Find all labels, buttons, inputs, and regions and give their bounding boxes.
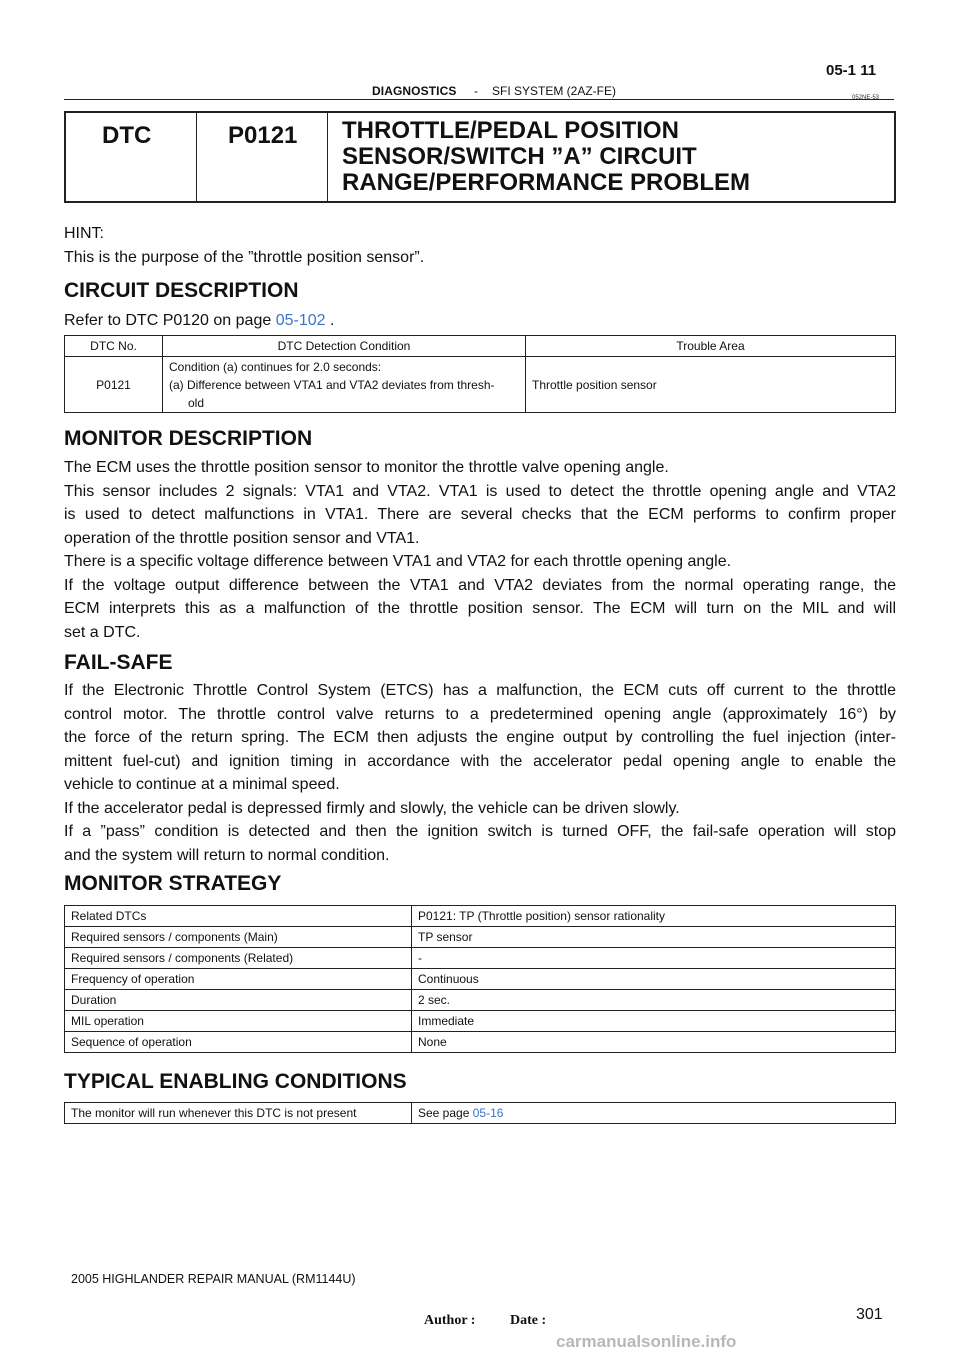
monitor-description-heading: MONITOR DESCRIPTION (64, 427, 313, 450)
table-row (65, 948, 896, 969)
subsection-title: SFI SYSTEM (2AZ-FE) (492, 84, 617, 98)
paragraph-line: The ECM uses the throttle position sensor to monitor the throttle valve opening angle. (64, 459, 669, 476)
strategy-label-cell: Required sensors / components (Main) (65, 927, 412, 948)
dtc-title-line: RANGE/PERFORMANCE PROBLEM (342, 169, 751, 196)
header-separator: - (474, 84, 478, 98)
header-divider (64, 99, 894, 100)
paragraph-line: is used to detect malfunctions in VTA1. There are several checks that the ECM performs to confirm proper (64, 506, 896, 523)
paragraph-line: If the accelerator pedal is depressed firmly and slowly, the vehicle can be driven slowly. (64, 799, 680, 817)
fail-safe-heading: FAIL-SAFE (64, 651, 173, 674)
see-page-cell (412, 1103, 896, 1124)
table-row (65, 357, 896, 413)
dtc-title-line: SENSOR/SWITCH ”A” CIRCUIT (342, 143, 697, 170)
dtc-number-cell: P0121 (65, 357, 163, 413)
paragraph-line: mittent fuel-cut) and ignition timing in accordance with the accelerator pedal opening angle to enable the (64, 752, 896, 770)
column-header: Trouble Area (526, 336, 896, 357)
detection-condition-cell (163, 357, 526, 413)
table-row (65, 1011, 896, 1032)
strategy-label-cell: Required sensors / components (Related) (65, 948, 412, 969)
strategy-value-cell: Immediate (412, 1011, 896, 1032)
dtc-code: P0121 (228, 122, 298, 149)
strategy-value-cell: TP sensor (412, 927, 896, 948)
hint-label: HINT: (64, 225, 104, 242)
dtc-title-box (64, 111, 896, 203)
table-row (65, 990, 896, 1011)
condition-line: old (188, 395, 205, 410)
paragraph-line: set a DTC. (64, 623, 141, 641)
dtc-label: DTC (102, 122, 152, 149)
paragraph-line: If a ”pass” condition is detected and then the ignition switch is turned OFF, the fail-safe operation will stop (64, 823, 896, 840)
paragraph-line: the force of the return spring. The ECM then adjusts the engine output by controlling the fuel injection (inter- (64, 729, 896, 746)
paragraph-line: vehicle to continue at a minimal speed. (64, 776, 340, 793)
fail-safe-body (64, 679, 896, 867)
table-row (65, 1103, 896, 1124)
paragraph-line: ECM interprets this as a malfunction of the throttle position sensor. The ECM will turn on the MIL and will (64, 600, 896, 617)
paragraph-line: control motor. The throttle control valve returns to a predetermined opening angle (approximately 16°) by (64, 705, 896, 723)
page-link-05-16[interactable]: 05-16 (472, 1106, 504, 1120)
strategy-label-cell: MIL operation (65, 1011, 412, 1032)
circuit-description-suffix: . (325, 312, 335, 329)
dtc-box-divider (196, 113, 197, 201)
page-number: 05-1 11 (826, 62, 877, 79)
strategy-value-cell: Continuous (412, 969, 896, 990)
footer-page-number: 301 (856, 1306, 883, 1323)
strategy-value-cell: - (412, 948, 896, 969)
strategy-label-cell: Frequency of operation (65, 969, 412, 990)
enabling-condition-cell: The monitor will run whenever this DTC is not present (65, 1103, 412, 1124)
monitor-strategy-heading: MONITOR STRATEGY (64, 872, 282, 895)
condition-line: (a) Difference between VTA1 and VTA2 deviates from thresh- (169, 377, 495, 392)
paragraph-line: If the voltage output difference between the VTA1 and VTA2 deviates from the normal operating range, the (64, 576, 896, 594)
manual-title: 2005 HIGHLANDER REPAIR MANUAL (RM1144U) (71, 1272, 356, 1286)
table-row (65, 969, 896, 990)
strategy-value-cell: P0121: TP (Throttle position) sensor rationality (412, 906, 896, 927)
enabling-conditions-table (64, 1102, 896, 1124)
strategy-value-cell: None (412, 1032, 896, 1053)
document-code: 052NE-53 (852, 95, 880, 101)
paragraph-line: This sensor includes 2 signals: VTA1 and VTA2. VTA1 is used to detect the throttle opening angle and VTA2 (64, 482, 896, 500)
table-row (65, 906, 896, 927)
paragraph-line: operation of the throttle position sensor and VTA1. (64, 529, 420, 547)
dtc-title (342, 118, 750, 196)
strategy-label-cell: Duration (65, 990, 412, 1011)
see-page-prefix: See page (418, 1106, 473, 1120)
circuit-description-heading: CIRCUIT DESCRIPTION (64, 279, 299, 302)
dtc-box-divider (327, 113, 328, 201)
section-title: DIAGNOSTICS (372, 84, 457, 98)
circuit-description-text (64, 309, 334, 333)
column-header: DTC No. (65, 336, 163, 357)
paragraph-line: There is a specific voltage difference between VTA1 and VTA2 for each throttle opening angle. (64, 553, 732, 570)
date-label: Date : (510, 1313, 547, 1328)
strategy-label-cell: Related DTCs (65, 906, 412, 927)
hint (64, 222, 424, 269)
watermark: carmanualsonline.info (556, 1332, 737, 1351)
table-row (65, 1032, 896, 1053)
enabling-conditions-heading: TYPICAL ENABLING CONDITIONS (64, 1070, 407, 1093)
circuit-description-prefix: Refer to DTC P0120 on page (64, 312, 276, 329)
author-label: Author : (424, 1313, 476, 1328)
dtc-title-line: THROTTLE/PEDAL POSITION (342, 117, 679, 144)
page-link-05-102[interactable]: 05-102 (275, 312, 326, 329)
trouble-area-cell: Throttle position sensor (526, 357, 896, 413)
table-header-row (65, 336, 896, 357)
strategy-label-cell: Sequence of operation (65, 1032, 412, 1053)
column-header: DTC Detection Condition (163, 336, 526, 357)
table-row (65, 927, 896, 948)
condition-line: Condition (a) continues for 2.0 seconds: (169, 359, 382, 374)
monitor-description-body (64, 456, 896, 644)
monitor-strategy-table (64, 905, 896, 1053)
strategy-value-cell: 2 sec. (412, 990, 896, 1011)
hint-text: This is the purpose of the ”throttle position sensor”. (64, 248, 425, 266)
paragraph-line: If the Electronic Throttle Control System (ETCS) has a malfunction, the ECM cuts off current to the throttle (64, 682, 896, 699)
dtc-table (64, 335, 896, 413)
paragraph-line: and the system will return to normal condition. (64, 846, 390, 864)
